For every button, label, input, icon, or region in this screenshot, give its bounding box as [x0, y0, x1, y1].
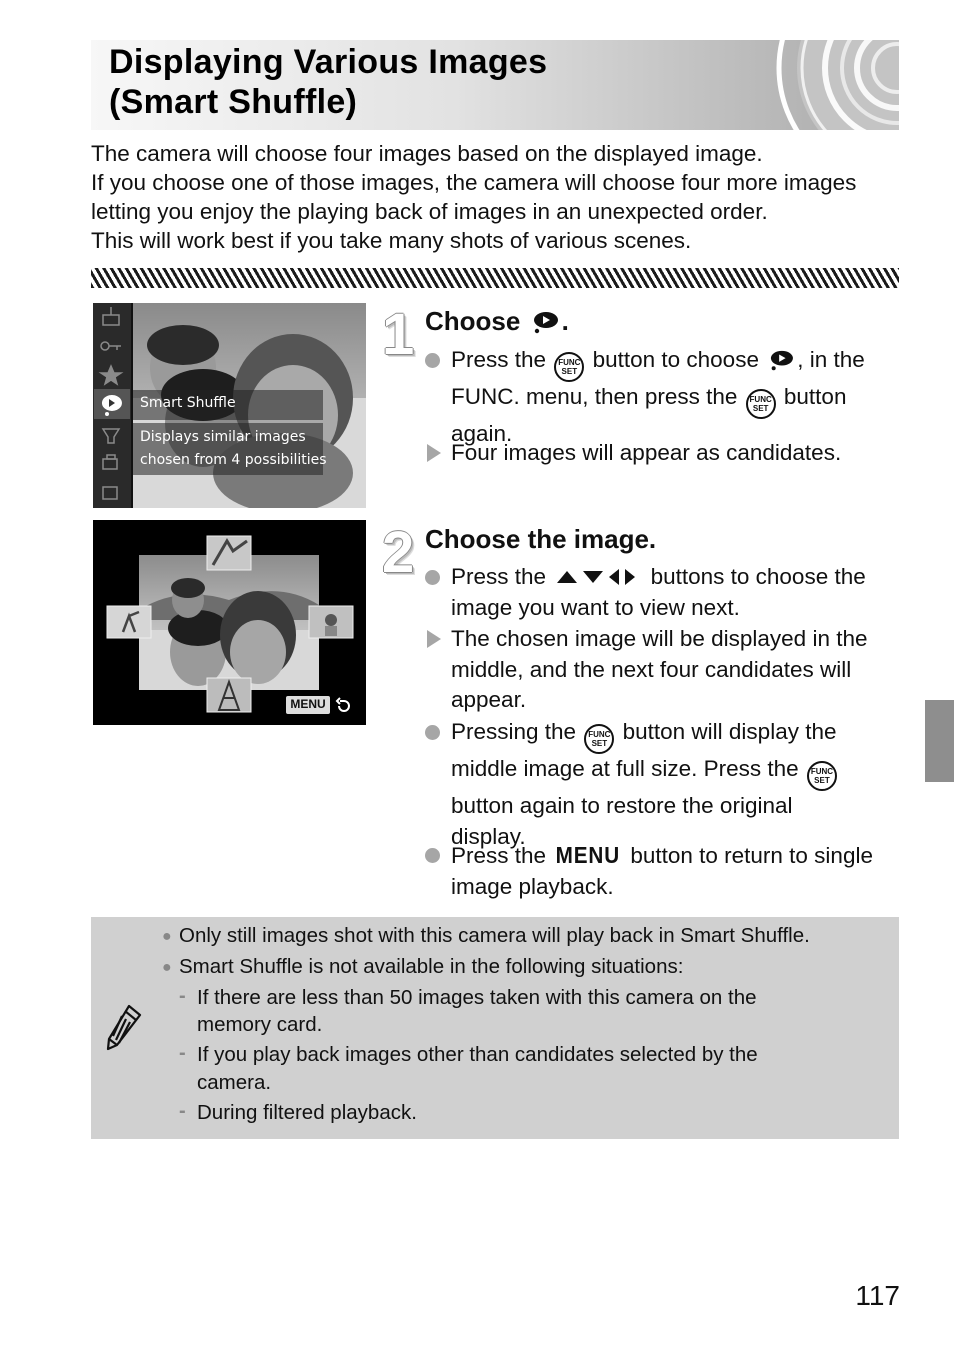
menu-button-label: MENU	[290, 697, 326, 711]
bullet-dot-icon	[425, 725, 440, 740]
text: , in the	[797, 347, 865, 372]
text: image playback.	[451, 873, 614, 899]
text: button to choose	[592, 347, 759, 372]
bullet-dot-icon	[425, 353, 440, 368]
text: Press the	[451, 843, 547, 868]
text: FUNC. menu, then press the	[451, 384, 738, 409]
note-bullet-icon: ●	[162, 959, 172, 976]
step-2-result	[425, 624, 905, 716]
text: The chosen image will be displayed in the	[451, 626, 868, 651]
step-1-heading-text: Choose	[425, 306, 521, 336]
func-set-button-icon: FUNC SET	[554, 352, 584, 382]
intro-line-4: This will work best if you take many shots of various scenes.	[91, 228, 692, 253]
rings-decoration-icon	[769, 40, 899, 130]
step-1-bullet-1	[425, 345, 905, 446]
section-divider	[91, 268, 899, 288]
text: Four images will appear as candidates.	[451, 440, 842, 465]
step-2-bullet-2	[425, 717, 905, 849]
text: display.	[451, 823, 526, 849]
result-arrow-icon	[427, 630, 441, 648]
menu-label: Smart Shuffle	[140, 395, 236, 411]
note-line-2: Smart Shuffle is not available in the following situations:	[179, 955, 684, 978]
note-sub-1a: If there are less than 50 images taken with this camera on the	[197, 986, 757, 1009]
smart-shuffle-icon	[530, 310, 560, 334]
photo-candidates-layout	[93, 520, 366, 725]
text: button again to restore the original	[451, 793, 793, 818]
text: image you want to view next.	[451, 594, 740, 620]
result-arrow-icon	[427, 444, 441, 462]
func-set-button-icon: FUNC SET	[807, 761, 837, 791]
func-set-button-icon: FUNC SET	[584, 724, 614, 754]
intro-line-1: The camera will choose four images based on the displayed image.	[91, 141, 763, 166]
text: button to return to single	[630, 843, 873, 868]
note-sub-2a: If you play back images other than candidates selected by the	[197, 1043, 758, 1066]
menu-desc-line1: Displays similar images	[140, 429, 306, 445]
func-set-button-icon: FUNC SET	[746, 389, 776, 419]
menu-desc-line2: chosen from 4 possibilities	[140, 452, 327, 468]
note-sub-1b: memory card.	[197, 1013, 323, 1036]
note-bullet-icon: ●	[162, 928, 172, 945]
note-sub-2b: camera.	[197, 1071, 272, 1094]
text: Pressing the	[451, 719, 577, 744]
pencil-note-icon	[105, 1003, 143, 1053]
note-box	[91, 917, 899, 1139]
camera-screen-smart-shuffle	[93, 520, 366, 725]
title-banner	[91, 40, 899, 130]
page-title-line1: Displaying Various Images	[109, 43, 548, 81]
text: Press the	[451, 347, 547, 372]
bullet-dot-icon	[425, 570, 440, 585]
note-line-1: Only still images shot with this camera will play back in Smart Shuffle.	[179, 924, 810, 947]
step-2-bullet-3	[425, 840, 905, 902]
note-sub-3: During filtered playback.	[197, 1101, 417, 1124]
step-1-heading-end: .	[561, 306, 569, 336]
note-dash-icon: -	[179, 985, 186, 1007]
chapter-tab	[925, 700, 954, 782]
smart-shuffle-icon	[767, 349, 795, 371]
note-dash-icon: -	[179, 1042, 186, 1064]
bullet-dot-icon	[425, 848, 440, 863]
step-2-number: 2	[382, 520, 415, 585]
step-2-heading: Choose the image.	[425, 524, 657, 554]
step-1-result	[425, 438, 905, 469]
step-1-number: 1	[382, 302, 415, 367]
page-title-line2: (Smart Shuffle)	[109, 83, 358, 121]
text: Press the	[451, 564, 547, 589]
step-2-bullet-1	[425, 562, 905, 624]
text: appear.	[451, 687, 527, 712]
text: button	[783, 384, 847, 409]
camera-screen-func-menu	[93, 303, 366, 508]
arrow-buttons-icon	[555, 567, 641, 587]
intro-line-3: letting you enjoy the playing back of images in an unexpected order.	[91, 199, 768, 224]
text: middle image at full size. Press the	[451, 756, 799, 781]
text: again.	[451, 421, 513, 446]
note-dash-icon: -	[179, 1100, 186, 1122]
page-number: 117	[855, 1280, 900, 1311]
text: button will display the	[622, 719, 837, 744]
text: middle, and the next four candidates will	[451, 656, 852, 682]
intro-line-2: If you choose one of those images, the camera will choose four more images	[91, 170, 857, 195]
menu-button-icon: MENU	[555, 842, 621, 868]
step-1-heading	[425, 306, 569, 336]
text: buttons to choose the	[650, 564, 866, 589]
